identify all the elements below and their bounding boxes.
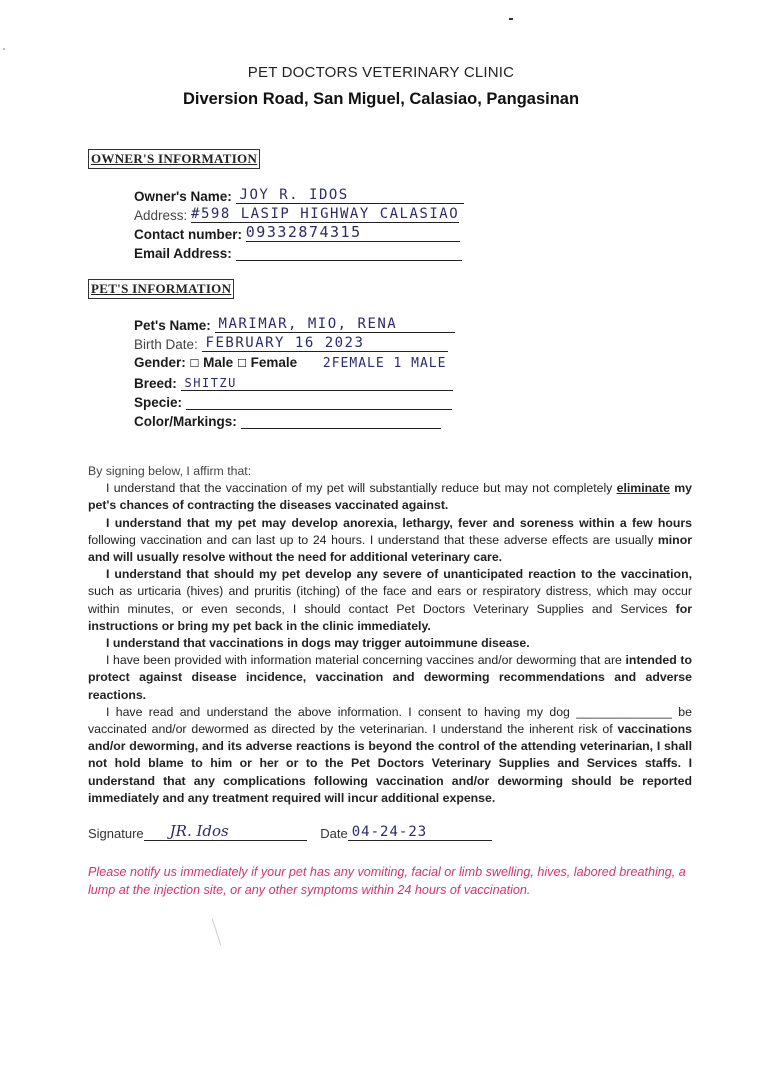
stray-mark	[509, 18, 513, 20]
pet-markings-label: Color/Markings:	[134, 414, 237, 429]
signature-label: Signature	[88, 826, 144, 841]
affirmation-paragraph-1	[88, 480, 692, 514]
affirmation-p6-bold: vaccinations and/or deworming, and its adverse reactions is beyond the control of the attending veterinarian, I shall not hold blame to him or her or to the Pet Doctors Veterinary Supplies and Services staffs. I understand that any complications following vaccination and/or deworming should be reported immediately and any treatment required will incur additional expense.	[88, 722, 692, 805]
affirmation-paragraph-6	[88, 704, 692, 807]
pet-markings-field[interactable]	[134, 412, 441, 429]
date-value: 04-24-23	[351, 824, 428, 840]
signature-row	[88, 822, 492, 841]
affirmation-p6-text: I have read and understand the above information. I consent to having my dog ______________ be vaccinated and/or dewormed as directed by the veterinarian. I understand the inherent risk of	[88, 704, 692, 737]
affirmation-paragraph-4: I understand that vaccinations in dogs may trigger autoimmune disease.	[106, 636, 530, 651]
pet-gender-field[interactable]	[134, 355, 446, 371]
owner-contact-line	[246, 225, 460, 242]
owner-contact-label: Contact number:	[134, 227, 242, 242]
vaccination-notice: Please notify us immediately if your pet has any vomiting, facial or limb swelling, hives, labored breathing, a lump at the injection site, or any other symptoms within 24 hours of vaccination.	[88, 865, 686, 897]
affirmation-intro: By signing below, I affirm that:	[88, 464, 252, 478]
affirmation-p3-text: such as urticaria (hives) and pruritis (itching) of the face and ears or respiratory distress, which may occur within minutes, or even seconds, I should contact Pet Doctors Veterinary Supplies and Services	[88, 584, 692, 616]
owner-email-line	[236, 244, 462, 261]
affirmation-text	[88, 463, 692, 807]
pet-birthdate-line	[202, 335, 448, 352]
affirmation-p2-text: following vaccination and can last up to 24 hours. I understand that these adverse effects are usually	[88, 532, 654, 547]
female-checkbox-icon[interactable]: ☐	[236, 358, 247, 370]
owner-address-line	[191, 206, 459, 223]
affirmation-p5-text: I have been provided with information material concerning vaccines and/or deworming that are	[106, 653, 622, 668]
pet-birthdate-label: Birth Date:	[134, 337, 198, 352]
affirmation-p2-bold: I understand that my pet may develop anorexia, lethargy, fever and soreness within a few hours	[106, 515, 692, 530]
owner-address-field[interactable]	[134, 206, 459, 223]
pet-breed-value: SHITZU	[184, 376, 237, 390]
pet-name-line	[215, 316, 455, 333]
affirmation-p5-bold: intended to protect against disease incidence, vaccination and deworming recommendations and adverse reactions.	[88, 653, 692, 702]
owner-name-value: JOY R. IDOS	[239, 187, 349, 203]
owner-email-field[interactable]	[134, 244, 462, 261]
pet-specie-label: Specie:	[134, 395, 183, 410]
pet-breed-line	[181, 374, 453, 391]
pet-specie-line	[186, 393, 452, 410]
pet-gender-value: 2FEMALE 1 MALE	[322, 356, 447, 371]
gender-option-male: Male	[203, 355, 234, 370]
male-checkbox-icon[interactable]: ☐	[189, 358, 200, 370]
affirmation-p3-bold-end: for instructions or bring my pet back in the clinic immediately.	[88, 601, 692, 633]
date-label: Date	[320, 826, 348, 841]
pet-name-value: MARIMAR, MIO, RENA	[218, 316, 398, 332]
date-field[interactable]	[348, 826, 492, 841]
pet-gender-label: Gender:	[134, 355, 186, 370]
affirmation-paragraph-5	[88, 652, 692, 704]
pet-section-title: PET'S INFORMATION	[88, 279, 234, 299]
pet-breed-label: Breed:	[134, 376, 177, 391]
affirmation-paragraph-2	[88, 515, 692, 567]
owner-section-title: OWNER'S INFORMATION	[88, 149, 260, 169]
owner-name-label: Owner's Name:	[134, 189, 232, 204]
owner-name-field[interactable]	[134, 187, 464, 204]
owner-address-value: #598 LASIP HIGHWAY CALASIAO	[191, 206, 460, 222]
gender-option-female: Female	[250, 355, 298, 370]
signature-field[interactable]	[144, 822, 307, 841]
clinic-name: PET DOCTORS VETERINARY CLINIC	[247, 64, 515, 81]
pet-birthdate-field[interactable]	[134, 335, 448, 352]
affirmation-p3-bold: I understand that should my pet develop any severe of unanticipated reaction to the vaccination,	[106, 567, 692, 582]
affirmation-paragraph-3	[88, 566, 692, 635]
pet-birthdate-value: FEBRUARY 16 2023	[205, 335, 365, 351]
affirmation-p1-underlined: eliminate	[616, 481, 670, 496]
pet-name-label: Pet's Name:	[134, 318, 211, 333]
owner-contact-value: 09332874315	[245, 223, 362, 241]
clinic-address: Diversion Road, San Miguel, Calasiao, Pangasinan	[182, 90, 580, 108]
owner-address-label: Address:	[134, 208, 188, 223]
affirmation-p1-text-bold: my pet's chances of contracting the diseases vaccinated against.	[88, 481, 692, 513]
stray-pen-mark	[212, 919, 222, 946]
owner-email-label: Email Address:	[134, 246, 232, 261]
pet-markings-line	[241, 412, 441, 429]
affirmation-p1-text: I understand that the vaccination of my pet will substantially reduce but may not completely	[106, 481, 617, 496]
pet-breed-field[interactable]	[134, 374, 453, 391]
pet-specie-field[interactable]	[134, 393, 452, 410]
stray-mark	[3, 48, 5, 50]
owner-name-line	[236, 187, 464, 204]
pet-name-field[interactable]	[134, 316, 455, 333]
affirmation-p2-bold-end: minor and will usually resolve without the need for additional veterinary care.	[88, 532, 692, 565]
owner-contact-field[interactable]	[134, 225, 460, 242]
signature-value: JR. Idos	[169, 822, 229, 840]
